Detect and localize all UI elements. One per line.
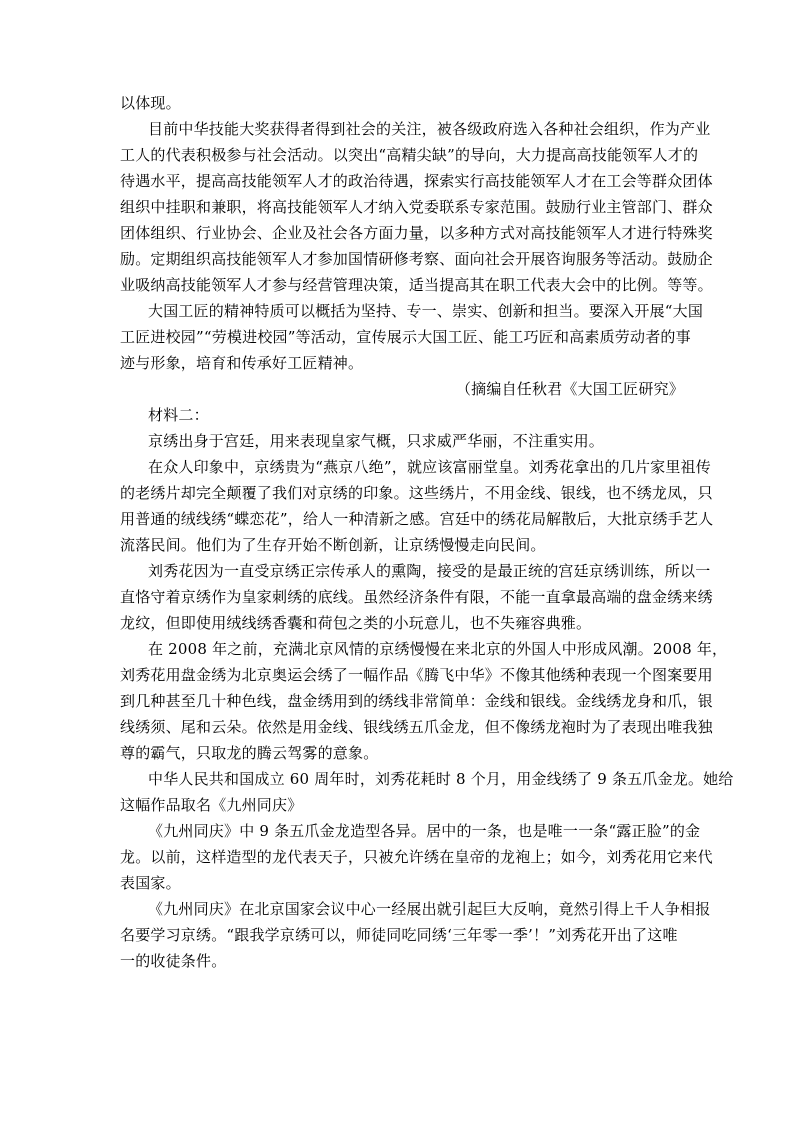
text-line: 直恪守着京绣作为皇家刺绣的底线。虽然经济条件有限，不能一直拿最高端的盘金绣来绣: [120, 588, 713, 606]
text-line: 团体组织、行业协会、企业及社会各方面力量，以多种方式对高技能领军人才进行特殊奖: [120, 224, 713, 242]
text-line: 名要学习京绣。“跟我学京绣可以，师徒同吃同绣‘三年零一季’！”刘秀花开出了这唯: [120, 926, 678, 944]
paragraph-start: 《九州同庆》中 9 条五爪金龙造型各异。居中的一条，也是唯一一条“露正脸”的金: [148, 822, 701, 840]
text-line: 到几种甚至几十种色线，盘金绣用到的绣线非常简单：金线和银线。金线绣龙身和爪，银: [120, 692, 713, 710]
paragraph-start: 《九州同庆》在北京国家会议中心一经展出就引起巨大反响，竟然引得上千人争相报: [148, 900, 711, 918]
paragraph-start: 刘秀花因为一直受京绣正宗传承人的熏陶，接受的是最正统的宫廷京绣训练，所以一: [148, 562, 711, 580]
source-citation: （摘编自任秋君《大国工匠研究》: [455, 380, 684, 398]
text-line: 线绣须、尾和云朵。依然是用金线、银线绣五爪金龙，但不像绣龙袍时为了表现出唯我独: [120, 718, 713, 736]
paragraph-start: 目前中华技能大奖获得者得到社会的关注，被各级政府选入各种社会组织，作为产业: [148, 120, 711, 138]
text-line: 刘秀花用盘金绣为北京奥运会绣了一幅作品《腾飞中华》不像其他绣种表现一个图案要用: [120, 666, 713, 684]
text-line: 一的收徒条件。: [120, 952, 227, 970]
text-line: 以体现。: [120, 94, 181, 112]
text-line: 表国家。: [120, 874, 181, 892]
text-line: 流落民间。他们为了生存开始不断创新，让京绣慢慢走向民间。: [120, 536, 546, 554]
paragraph-start: 在 2008 年之前，充满北京风情的京绣慢慢在来北京的外国人中形成风潮。2008 年，: [148, 640, 728, 658]
text-line: 励。定期组织高技能领军人才参加国情研修考察、面向社会开展咨询服务等活动。鼓励企: [120, 250, 713, 268]
paragraph-start: 在众人印象中，京绣贵为“燕京八绝”，就应该富丽堂皇。刘秀花拿出的几片家里祖传: [148, 458, 711, 476]
text-line: 业吸纳高技能领军人才参与经营管理决策，适当提高其在职工代表大会中的比例。等等。: [120, 276, 713, 294]
text-line: 龙纹，但即使用绒线绣香囊和荷包之类的小玩意儿，也不失雍容典雅。: [120, 614, 592, 632]
text-line: 的老绣片却完全颠覆了我们对京绣的印象。这些绣片，不用金线、银线，也不绣龙凤，只: [120, 484, 713, 502]
text-line: 组织中挂职和兼职，将高技能领军人才纳入党委联系专家范围。鼓励行业主管部门、群众: [120, 198, 713, 216]
paragraph-start: 大国工匠的精神特质可以概括为坚持、专一、崇实、创新和担当。要深入开展“大国: [148, 302, 704, 320]
text-line: 待遇水平，提高高技能领军人才的政治待遇，探索实行高技能领军人才在工会等群众团体: [120, 172, 713, 190]
text-line: 工匠进校园”“劳模进校园”等活动，宣传展示大国工匠、能工巧匠和高素质劳动者的事: [120, 328, 691, 346]
text-line: 工人的代表积极参与社会活动。以突出“高精尖缺”的导向，大力提高高技能领军人才的: [120, 146, 699, 164]
text-line: 迹与形象，培育和传承好工匠精神。: [120, 354, 364, 372]
text-line: 尊的霸气，只取龙的腾云驾雾的意象。: [120, 744, 379, 762]
text-line: 用普通的绒线绣“蝶恋花”，给人一种清新之感。宫廷中的绣花局解散后，大批京绣手艺人: [120, 510, 714, 528]
paragraph-start: 京绣出身于宫廷，用来表现皇家气概，只求威严华丽，不注重实用。: [148, 432, 605, 450]
text-line: 龙。以前，这样造型的龙代表天子，只被允许绣在皇帝的龙袍上；如今，刘秀花用它来代: [120, 848, 713, 866]
section-heading: 材料二：: [148, 406, 209, 424]
paragraph-start: 中华人民共和国成立 60 周年时，刘秀花耗时 8 个月，用金线绣了 9 条五爪金龙。她给: [148, 770, 734, 788]
text-line: 这幅作品取名《九州同庆》: [120, 796, 303, 814]
